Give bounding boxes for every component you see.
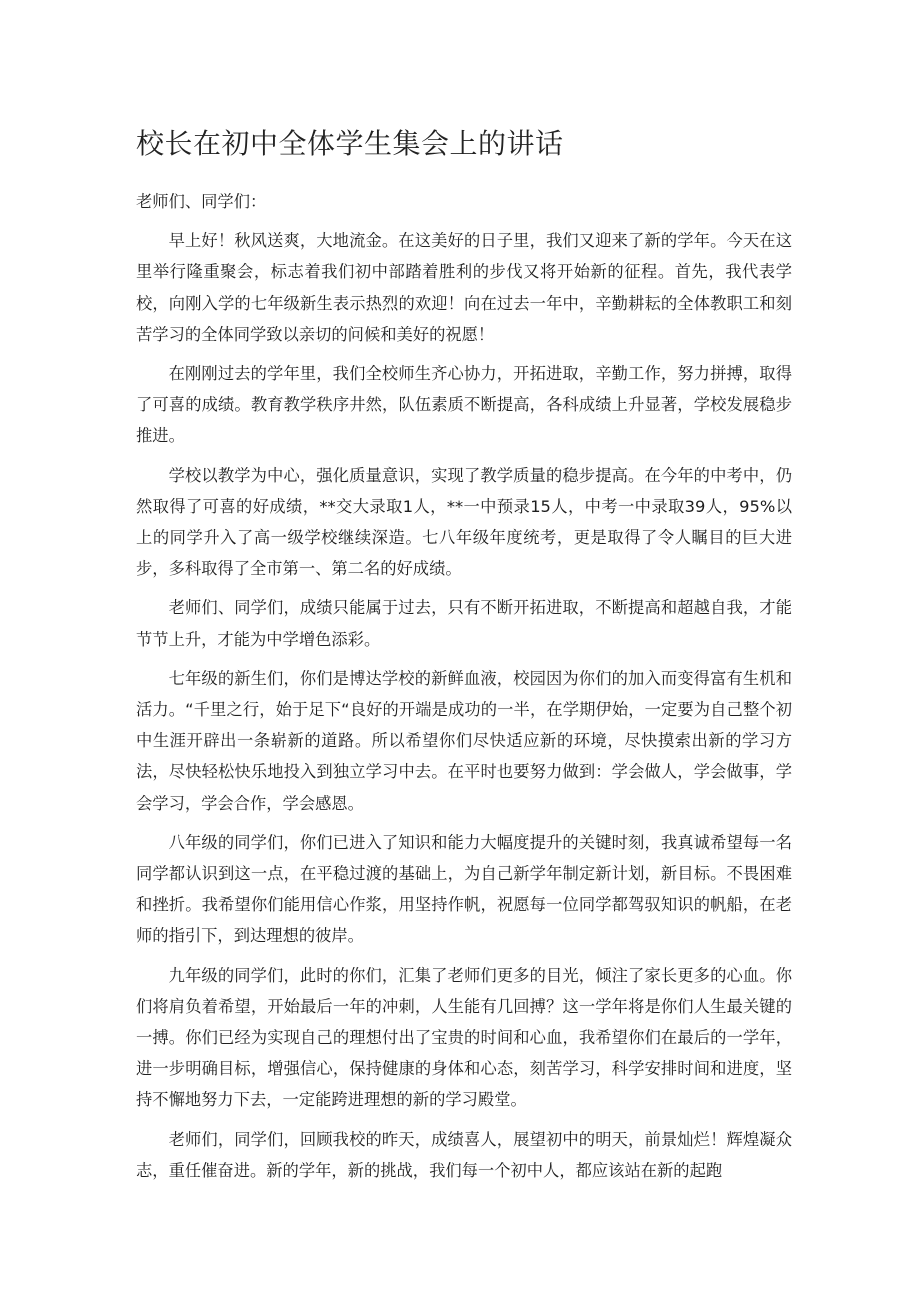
paragraph-closing: 老师们，同学们，回顾我校的昨天，成绩喜人，展望初中的明天，前景灿烂！辉煌凝众志，重任催奋进。新的学年，新的挑战，我们每一个初中人，都应该站在新的起跑 <box>136 1129 792 1180</box>
paragraph-progress: 老师们、同学们，成绩只能属于过去，只有不断开拓进取，不断提高和超越自我，才能节节上升，才能为中学增色添彩。 <box>136 598 792 649</box>
paragraph-grade-eight: 八年级的同学们，你们已进入了知识和能力大幅度提升的关键时刻，我真诚希望每一名同学都认识到这一点，在平稳过渡的基础上，为自己新学年制定新计划，新目标。不畏困难和挫折。我希望你们能用信心作浆，用坚持作帆，祝愿每一位同学都驾驭知识的帆船，在老师的指引下，到达理想的彼岸。 <box>136 832 792 946</box>
paragraph-grade-nine: 九年级的同学们，此时的你们，汇集了老师们更多的目光，倾注了家长更多的心血。你们将肩负着希望，开始最后一年的冲刺，人生能有几回搏？这一学年将是你们人生最关键的一搏。你们已经为实现自己的理想付出了宝贵的时间和心血，我希望你们在最后的一学年，进一步明确目标，增强信心，保持健康的身体和心态，刻苦学习，科学安排时间和进度，坚持不懈地努力下去，一定能跨进理想的新的学习殿堂。 <box>136 965 792 1110</box>
salutation: 老师们、同学们： <box>136 192 267 211</box>
document-title: 校长在初中全体学生集会上的讲话 <box>136 127 564 160</box>
document-body <box>136 186 792 1194</box>
paragraph-achievements: 在刚刚过去的学年里，我们全校师生齐心协力，开拓进取，辛勤工作，努力拼搏，取得了可喜的成绩。教育教学秩序井然，队伍素质不断提高，各科成绩上升显著，学校发展稳步推进。 <box>136 364 792 446</box>
paragraph-exam-results: 学校以教学为中心，强化质量意识，实现了教学质量的稳步提高。在今年的中考中，仍然取得了可喜的好成绩，**交大录取1人，**一中预录15人，中考一中录取39人，95%以上的同学升入了高一级学校继续深造。七八年级年度统考，更是取得了令人瞩目的巨大进步，多科取得了全市第一、第二名的好成绩。 <box>136 465 792 579</box>
paragraph-grade-seven: 七年级的新生们，你们是博达学校的新鲜血液，校园因为你们的加入而变得富有生机和活力。“千里之行，始于足下“良好的开端是成功的一半，在学期伊始，一定要为自己整个初中生涯开辟出一条崭新的道路。所以希望你们尽快适应新的环境，尽快摸索出新的学习方法，尽快轻松快乐地投入到独立学习中去。在平时也要努力做到：学会做人，学会做事，学会学习，学会合作，学会感恩。 <box>136 668 792 813</box>
paragraph-greeting: 早上好！秋风送爽，大地流金。在这美好的日子里，我们又迎来了新的学年。今天在这里举行隆重聚会，标志着我们初中部踏着胜利的步伐又将开始新的征程。首先，我代表学校，向刚入学的七年级新生表示热烈的欢迎！向在过去一年中，辛勤耕耘的全体教职工和刻苦学习的全体同学致以亲切的问候和美好的祝愿！ <box>136 231 792 344</box>
